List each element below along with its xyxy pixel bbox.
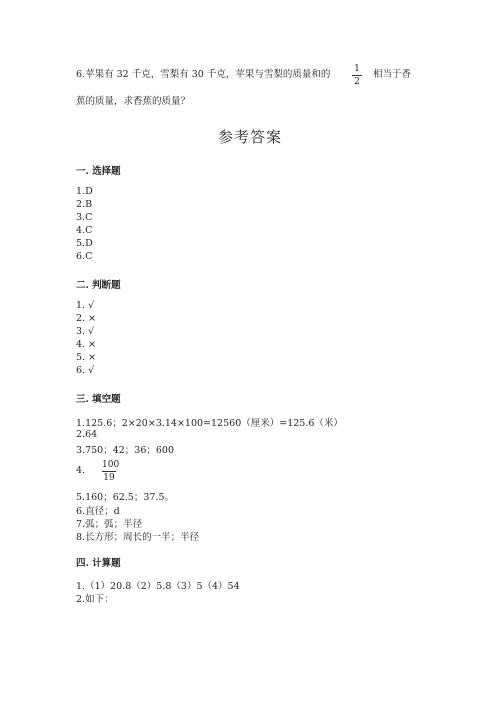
- calc-answer-1: 1.（1）20.8（2）5.8（3）5（4）54: [76, 581, 240, 592]
- choice-answer-2: 2.B: [76, 199, 93, 210]
- fill-answer-4-label: 4.: [76, 465, 86, 476]
- fill-answer-4-fraction: [102, 460, 120, 483]
- choice-answer-1: 1.D: [76, 186, 93, 197]
- fraction-bar: [352, 75, 362, 76]
- choice-answer-3: 3.C: [76, 212, 93, 223]
- question-6-fraction: [352, 64, 362, 87]
- question-6-line-2: 蕉的质量，求香蕉的质量？: [76, 96, 191, 107]
- fill-answer-5: 5.160；62.5；37.5。: [76, 492, 175, 503]
- judge-answer-3: 3. √: [76, 326, 95, 337]
- choice-answer-6: 6.C: [76, 251, 93, 262]
- calc-answer-2: 2.如下：: [76, 594, 114, 605]
- fill-answer-7: 7.弧；弧；半径: [76, 519, 143, 530]
- question-6-line-1-end: 相当于香: [373, 69, 412, 80]
- fill-answer-2: 2.64: [76, 429, 98, 440]
- section-heading-choice: 一. 选择题: [76, 166, 121, 177]
- choice-answer-4: 4.C: [76, 225, 93, 236]
- fraction-numerator: 1: [354, 64, 360, 74]
- fill-answer-6: 6.直径；d: [76, 506, 120, 517]
- choice-answer-5: 5.D: [76, 238, 93, 249]
- judge-answer-1: 1. √: [76, 300, 95, 311]
- fill-answer-3: 3.750；42；36；600: [76, 445, 175, 456]
- fraction-denominator: 19: [103, 473, 115, 483]
- fraction-bar: [102, 471, 116, 472]
- fill-answer-1: 1.125.6；2×20×3.14×100=12560（厘米）=125.6（米）: [76, 418, 343, 429]
- judge-answer-6: 6. √: [76, 365, 95, 376]
- fraction-numerator: 100: [102, 460, 120, 470]
- section-heading-calc: 四. 计算题: [76, 558, 121, 569]
- judge-answer-2: 2. ×: [76, 313, 97, 324]
- judge-answer-4: 4. ×: [76, 339, 97, 350]
- judge-answer-5: 5. ×: [76, 352, 97, 363]
- fill-answer-8: 8.长方形；周长的一半；半径: [76, 532, 200, 543]
- answer-title: 参考答案: [217, 128, 282, 146]
- question-6-line-1: 6.苹果有 32 千克，雪梨有 30 千克，苹果与雪梨的质量和的: [76, 69, 331, 80]
- fraction-denominator: 2: [354, 77, 360, 87]
- section-heading-fill: 三. 填空题: [76, 394, 121, 405]
- section-heading-judge: 二. 判断题: [76, 280, 121, 291]
